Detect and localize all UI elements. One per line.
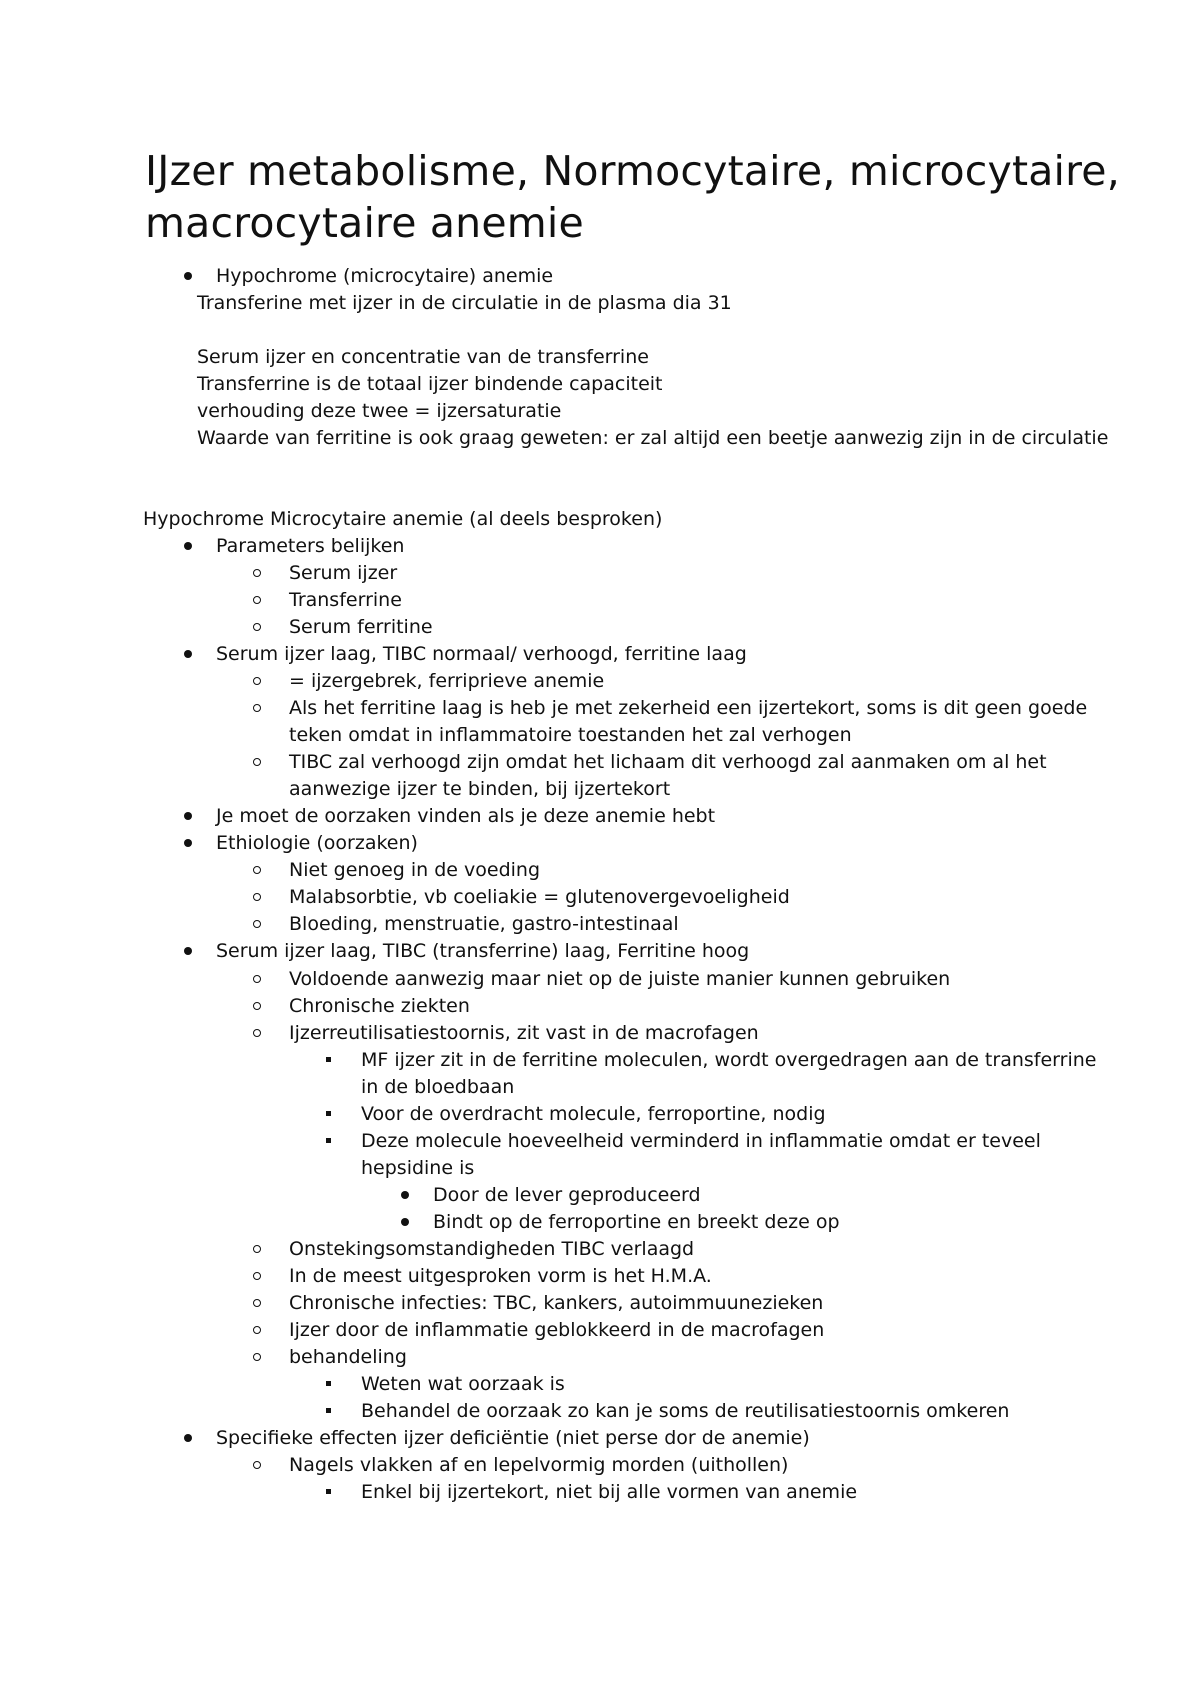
list-item: Chronische ziekten: [289, 995, 470, 1017]
bullet-circle-icon: [252, 1317, 264, 1344]
bullet-circle-icon: [252, 587, 264, 614]
intro-line: Transferine met ijzer in de circulatie in de plasma dia 31: [197, 292, 732, 314]
list-item: Je moet de oorzaken vinden als je deze anemie hebt: [216, 805, 716, 827]
bullet-circle-icon: [252, 695, 264, 722]
section-heading: Hypochrome Microcytaire anemie (al deels besproken): [143, 508, 663, 530]
list-item: Specifieke effecten ijzer deficiëntie (niet perse dor de anemie): [216, 1427, 810, 1449]
list-item: Bindt op de ferroportine en breekt deze op: [433, 1211, 840, 1233]
list-item: Serum ijzer laag, TIBC (transferrine) laag, Ferritine hoog: [216, 940, 750, 962]
bullet-circle-icon: [252, 1020, 264, 1047]
bullet-circle-icon: [252, 1344, 264, 1371]
list-item: Malabsorbtie, vb coeliakie = glutenovergevoeligheid: [289, 886, 790, 908]
bullet-disc-icon: [180, 263, 194, 290]
list-item: Nagels vlakken af en lepelvormig morden (uithollen): [289, 1454, 789, 1476]
list-item: Als het ferritine laag is heb je met zekerheid een ijzertekort, soms is dit geen goede: [289, 697, 1088, 719]
list-item: Deze molecule hoeveelheid verminderd in inflammatie omdat er teveel: [361, 1130, 1041, 1152]
bullet-circle-icon: [252, 1236, 264, 1263]
list-item-continuation: aanwezige ijzer te binden, bij ijzertekort: [289, 778, 671, 800]
list-item: Voor de overdracht molecule, ferroportine, nodig: [361, 1103, 826, 1125]
bullet-square-icon: [325, 1128, 335, 1155]
bullet-circle-icon: [252, 911, 264, 938]
intro-line: Transferrine is de totaal ijzer bindende capaciteit: [197, 373, 663, 395]
bullet-square-icon: [325, 1101, 335, 1128]
list-item: Serum ijzer laag, TIBC normaal/ verhoogd, ferritine laag: [216, 643, 747, 665]
bullet-disc-icon: [180, 830, 194, 857]
intro-line: Waarde van ferritine is ook graag geweten: er zal altijd een beetje aanwezig zijn in de circulatie: [197, 427, 1109, 449]
bullet-square-icon: [325, 1047, 335, 1074]
bullet-square-icon: [325, 1398, 335, 1425]
list-item: Door de lever geproduceerd: [433, 1184, 701, 1206]
list-item: Onstekingsomstandigheden TIBC verlaagd: [289, 1238, 695, 1260]
bullet-disc-icon: [397, 1209, 411, 1236]
bullet-disc-icon: [180, 641, 194, 668]
list-item: Behandel de oorzaak zo kan je soms de reutilisatiestoornis omkeren: [361, 1400, 1010, 1422]
list-item: Ijzerreutilisatiestoornis, zit vast in de macrofagen: [289, 1022, 759, 1044]
list-item: behandeling: [289, 1346, 407, 1368]
bullet-disc-icon: [180, 1425, 194, 1452]
bullet-circle-icon: [252, 560, 264, 587]
bullet-disc-icon: [180, 938, 194, 965]
list-item: Niet genoeg in de voeding: [289, 859, 541, 881]
intro-line: Serum ijzer en concentratie van de transferrine: [197, 346, 649, 368]
bullet-circle-icon: [252, 749, 264, 776]
list-item: Ethiologie (oorzaken): [216, 832, 418, 854]
list-item: Voldoende aanwezig maar niet op de juiste manier kunnen gebruiken: [289, 968, 951, 990]
list-item-continuation: in de bloedbaan: [361, 1076, 515, 1098]
list-item: TIBC zal verhoogd zijn omdat het lichaam dit verhoogd zal aanmaken om al het: [289, 751, 1047, 773]
list-item: Weten wat oorzaak is: [361, 1373, 565, 1395]
list-item: Ijzer door de inflammatie geblokkeerd in de macrofagen: [289, 1319, 825, 1341]
list-item: Enkel bij ijzertekort, niet bij alle vormen van anemie: [361, 1481, 858, 1503]
bullet-disc-icon: [397, 1182, 411, 1209]
bullet-circle-icon: [252, 857, 264, 884]
list-item-continuation: hepsidine is: [361, 1157, 475, 1179]
bullet-circle-icon: [252, 1452, 264, 1479]
list-item: Serum ferritine: [289, 616, 433, 638]
bullet-circle-icon: [252, 1263, 264, 1290]
document-title: IJzer metabolisme, Normocytaire, microcytaire, macrocytaire anemie: [145, 147, 1120, 247]
list-item: In de meest uitgesproken vorm is het H.M.A.: [289, 1265, 712, 1287]
list-item: Chronische infecties: TBC, kankers, autoimmuunezieken: [289, 1292, 824, 1314]
list-item: Serum ijzer: [289, 562, 398, 584]
bullet-square-icon: [325, 1479, 335, 1506]
bullet-circle-icon: [252, 668, 264, 695]
list-item: MF ijzer zit in de ferritine moleculen, wordt overgedragen aan de transferrine: [361, 1049, 1097, 1071]
list-item: Transferrine: [289, 589, 402, 611]
bullet-disc-icon: [180, 533, 194, 560]
intro-bullet: Hypochrome (microcytaire) anemie: [216, 265, 554, 287]
intro-line: verhouding deze twee = ijzersaturatie: [197, 400, 562, 422]
bullet-circle-icon: [252, 993, 264, 1020]
bullet-circle-icon: [252, 1290, 264, 1317]
bullet-circle-icon: [252, 884, 264, 911]
list-item-continuation: teken omdat in inflammatoire toestanden het zal verhogen: [289, 724, 852, 746]
list-item: Parameters belijken: [216, 535, 405, 557]
bullet-disc-icon: [180, 803, 194, 830]
list-item: = ijzergebrek, ferriprieve anemie: [289, 670, 605, 692]
list-item: Bloeding, menstruatie, gastro-intestinaal: [289, 913, 679, 935]
bullet-circle-icon: [252, 614, 264, 641]
bullet-circle-icon: [252, 966, 264, 993]
bullet-square-icon: [325, 1371, 335, 1398]
